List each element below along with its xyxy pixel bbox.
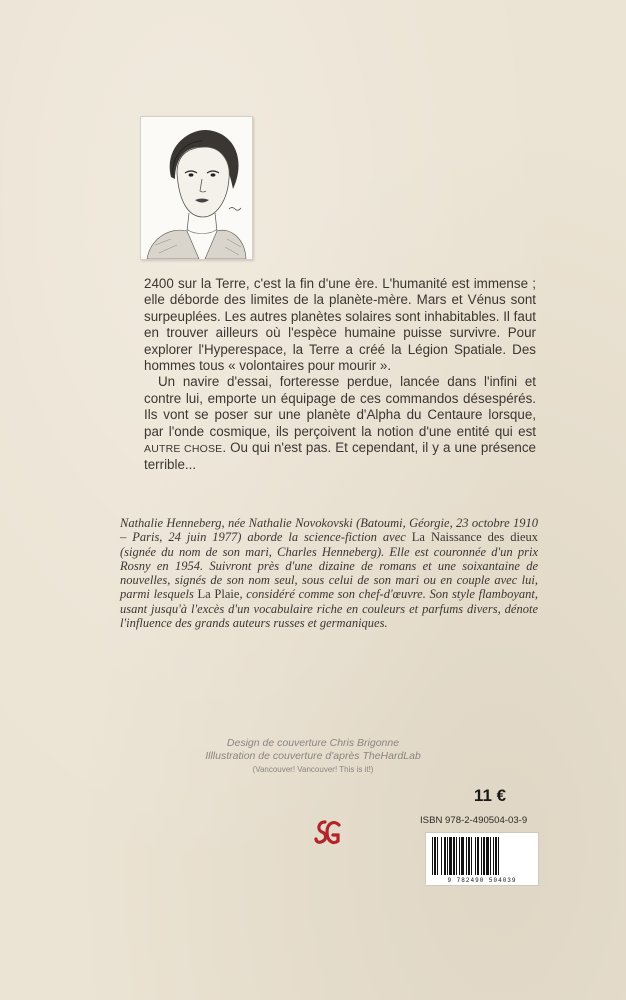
bio-text-2: (signée du nom de son mari, Charles Henneberg). Elle est couronnée d'un prix Rosny en 1954. Suivront près d'une dizaine de romans et une soixantaine de nouvelles, signés de son nom seul, sous celui de son mari ou en couple avec lui, parmi lesquels [120, 544, 538, 602]
blurb-paragraph-1: 2400 sur la Terre, c'est la fin d'une ère. L'humanité est immense ; elle déborde des limites de la planète-mère. Mars et Vénus sont surpeuplées. Les autres planètes solaires sont inhabitables. Il faut en trouver ailleurs où l'espèce humaine puisse survivre. Pour explorer l'Hyperespace, la Terre a créé la Légion Spatiale. Des hommes tous « volontaires pour mourir ». [144, 276, 536, 374]
portrait-sketch-icon [141, 117, 252, 259]
barcode-digits: 9 782490 504039 [447, 877, 517, 884]
cover-credits [200, 737, 426, 776]
blurb-p2-start: Un navire d'essai, forteresse perdue, lancée dans l'infini et contre lui, emporte un équipage de ces commandos désespérés. Ils vont se poser sur une planète d'Alpha du Centaure lorsque, par l'onde cosmique, ils perçoivent la notion d'une entité qui est [144, 374, 536, 439]
back-cover-blurb [144, 276, 536, 474]
bio-text-1: Nathalie Henneberg, née Nathalie Novokovski (Batoumi, Géorgie, 23 octobre 1910 – Paris, 24 juin 1977) aborde la science-fiction avec [120, 516, 538, 545]
blurb-p2-end: . Ou qui n'est pas. Et cependant, il y a une présence terrible... [144, 440, 536, 473]
bio-book-title-2: La Plaie [197, 587, 240, 602]
credit-note: (Vancouver! Vancouver! This is it!) [252, 765, 374, 774]
price-label: 11 € [473, 786, 507, 805]
isbn-label: ISBN 978-2-490504-03-9 [420, 815, 528, 826]
blurb-paragraph-2 [144, 374, 536, 473]
author-portrait [140, 116, 253, 260]
isbn-barcode [425, 832, 539, 886]
bio-text-3: , considéré comme son chef-d'œuvre. Son style flamboyant, usant jusqu'à l'excès d'un vocabulaire riche en couleurs et parfums divers, dénote l'influence des grands auteurs russes et germaniques. [120, 587, 538, 631]
author-biography [120, 516, 538, 630]
bio-book-title-1: La Naissance des dieux [411, 530, 539, 545]
design-credit: Design de couverture Chris Brigonne [226, 737, 400, 749]
blurb-small-caps: AUTRE CHOSE [144, 443, 223, 456]
illustration-credit: Illlustration de couverture d'après TheHardLab [205, 750, 421, 762]
publisher-logo-icon [314, 818, 342, 848]
